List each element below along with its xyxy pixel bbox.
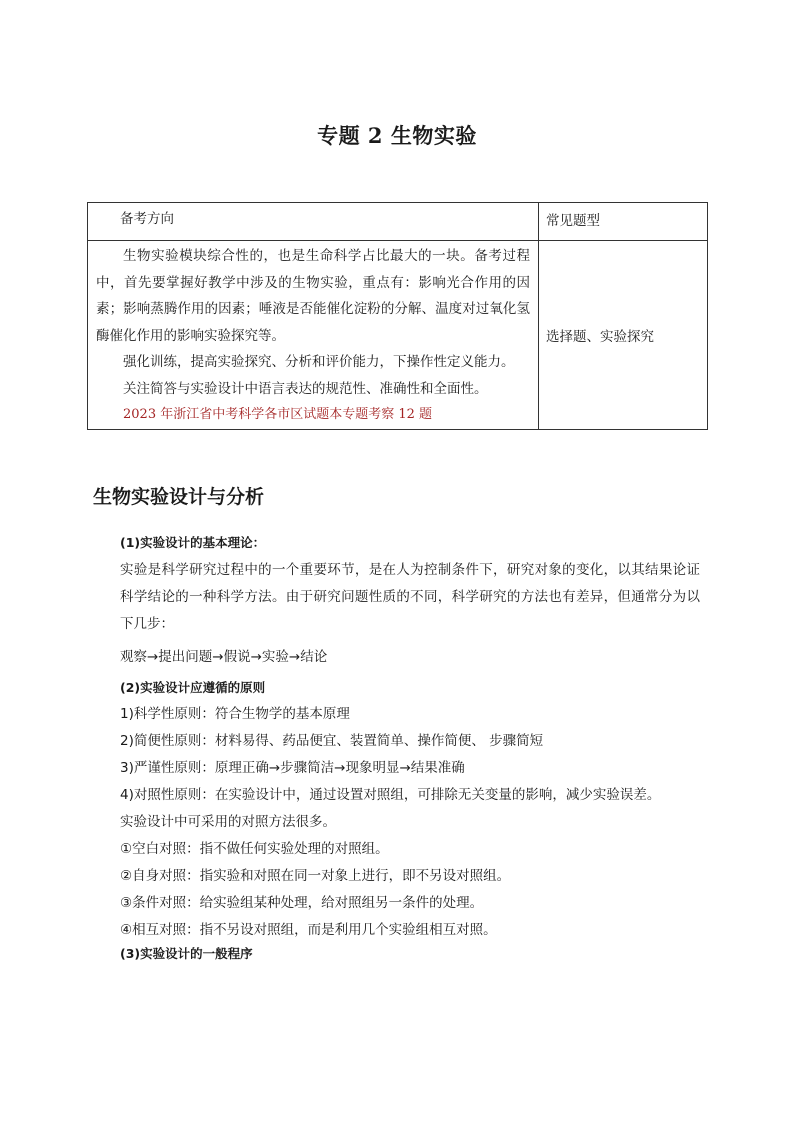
control-intro: 实验设计中可采用的对照方法很多。 [120, 814, 336, 830]
principle-item: 3)严谨性原则：原理正确→步骤简洁→现象明显→结果准确 [120, 760, 465, 776]
part3-heading: (3)实验设计的一般程序 [120, 946, 253, 961]
control-item: ②自身对照：指实验和对照在同一对象上进行，即不另设对照组。 [120, 868, 511, 884]
part1-heading: (1)实验设计的基本理论： [120, 535, 266, 550]
page-title: 专题 2 生物实验 [317, 123, 477, 148]
control-item: ④相互对照：指不另设对照组，而是利用几个实验组相互对照。 [120, 922, 497, 938]
control-item: ①空白对照：指不做任何实验处理的对照组。 [120, 841, 389, 857]
experiment-steps: 观察→提出问题→假说→实验→结论 [120, 649, 328, 665]
header-question-types: 常见题型 [539, 203, 708, 241]
part2-heading: (2)实验设计应遵循的原则 [120, 680, 266, 695]
header-exam-direction: 备考方向 [88, 203, 539, 241]
table-header-row [88, 203, 708, 241]
part1-paragraph: 实验是科学研究过程中的一个重要环节，是在人为控制条件下，研究对象的变化，以其结果论证科学结论的一种科学方法。由于研究问题性质的不同，科学研究的方法也有差异，但通常分为以下几步： [120, 562, 700, 632]
direction-paragraph: 强化训练，提高实验探究、分析和评价能力，下操作性定义能力。 [123, 354, 515, 370]
exam-stat-note: 2023 年浙江省中考科学各市区试题本专题考察 12 题 [123, 407, 433, 422]
principle-item: 2)简便性原则：材料易得、药品便宜、装置简单、操作简便、 步骤简短 [120, 733, 544, 749]
principle-item: 4)对照性原则：在实验设计中，通过设置对照组，可排除无关变量的影响，减少实验误差。 [120, 787, 661, 803]
exam-guide-table [87, 202, 708, 430]
control-item: ③条件对照：给实验组某种处理，给对照组另一条件的处理。 [120, 895, 484, 911]
section-content [120, 533, 700, 964]
question-types-cell: 选择题、实验探究 [539, 241, 708, 430]
section-heading: 生物实验设计与分析 [93, 486, 265, 508]
exam-direction-cell [88, 241, 539, 430]
table-body-row [88, 241, 708, 430]
direction-paragraph: 关注简答与实验设计中语言表达的规范性、准确性和全面性。 [123, 380, 488, 397]
principle-item: 1)科学性原则：符合生物学的基本原理 [120, 706, 350, 722]
direction-paragraph: 生物实验模块综合性的，也是生命科学占比最大的一块。备考过程中，首先要掌握好教学中涉及的生物实验，重点有：影响光合作用的因素；影响蒸腾作用的因素；唾液是否能催化淀粉的分解、温度对过氧化氢酶催化作用的影响实验探究等。 [96, 248, 530, 344]
